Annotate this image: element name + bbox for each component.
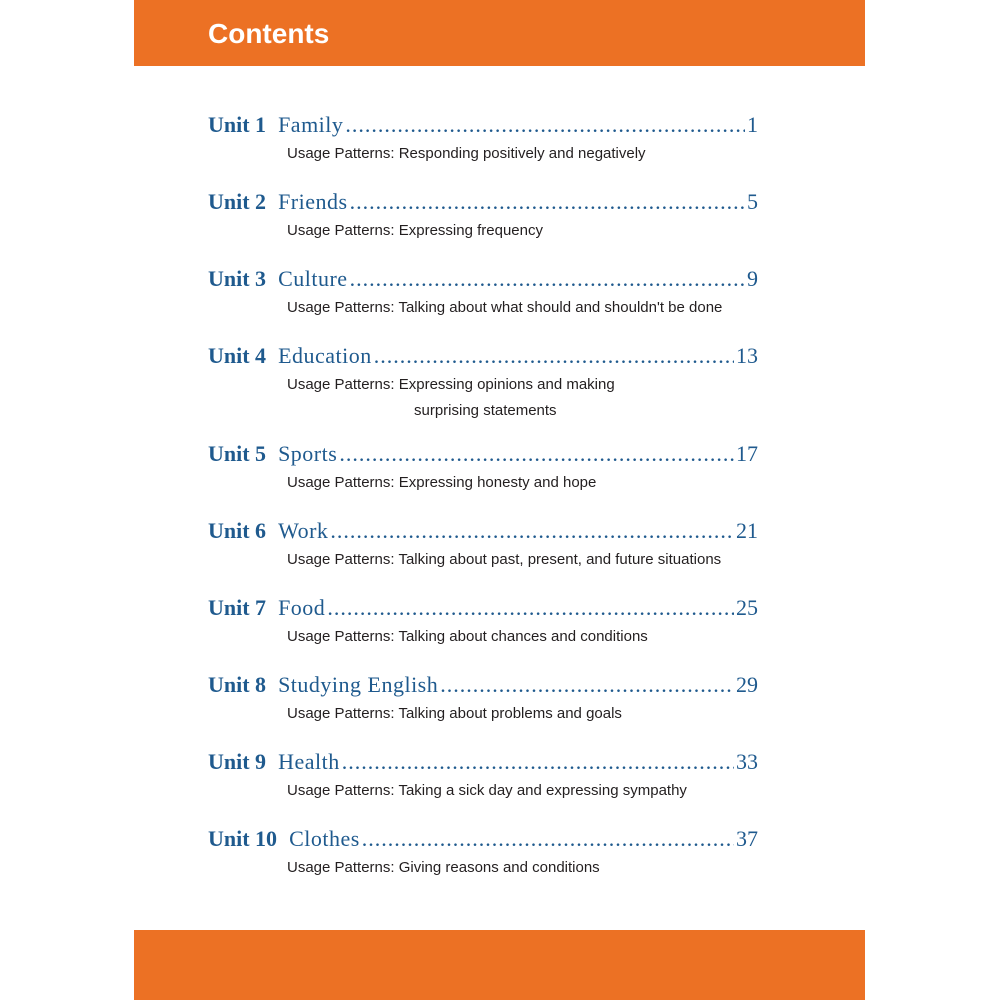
page-number: 17 (736, 441, 758, 466)
toc-entry-heading (208, 747, 758, 777)
toc-entry[interactable] (208, 516, 758, 572)
unit-number: Unit 4 (208, 343, 267, 368)
toc-entry[interactable] (208, 747, 758, 803)
page-number: 13 (736, 343, 758, 368)
dot-leader (362, 824, 734, 854)
usage-patterns: Usage Patterns: Taking a sick day and expressing sympathy (287, 782, 687, 799)
unit-number: Unit 9 (208, 749, 267, 774)
usage-patterns: Usage Patterns: Responding positively and negatively (287, 145, 646, 162)
usage-patterns: Usage Patterns: Expressing honesty and hope (287, 474, 597, 491)
toc-entry-heading (208, 187, 758, 217)
toc-entry-heading (208, 593, 758, 623)
unit-title: Health (278, 749, 340, 774)
unit-title: Work (278, 518, 329, 543)
unit-title: Friends (278, 189, 348, 214)
dot-leader (374, 341, 734, 371)
header-band (134, 0, 865, 66)
page-number: 5 (747, 189, 758, 214)
usage-patterns: Usage Patterns: Talking about past, present, and future situations (287, 551, 722, 568)
unit-title: Studying English (278, 672, 439, 697)
toc-entry-heading (208, 439, 758, 469)
unit-title: Clothes (289, 826, 360, 851)
dot-leader (327, 593, 734, 623)
unit-number: Unit 10 (208, 826, 278, 851)
toc-entry[interactable] (208, 824, 758, 880)
toc-entry[interactable] (208, 110, 758, 166)
page-number: 1 (747, 112, 758, 137)
document-page (134, 0, 865, 1000)
toc-entry[interactable] (208, 593, 758, 649)
page-number: 21 (736, 518, 758, 543)
usage-patterns: Usage Patterns: Expressing frequency (287, 222, 543, 239)
footer-band (134, 930, 865, 1000)
dot-leader (350, 264, 745, 294)
unit-number: Unit 7 (208, 595, 267, 620)
dot-leader (350, 187, 745, 217)
toc-entry[interactable] (208, 670, 758, 726)
unit-number: Unit 1 (208, 112, 267, 137)
page-number: 33 (736, 749, 758, 774)
usage-patterns: Usage Patterns: Talking about what should and shouldn't be done (287, 299, 723, 316)
usage-patterns: Usage Patterns: Expressing opinions and making (287, 376, 615, 393)
unit-number: Unit 2 (208, 189, 267, 214)
dot-leader (345, 110, 745, 140)
page-number: 29 (736, 672, 758, 697)
unit-title: Food (278, 595, 326, 620)
toc-entry[interactable] (208, 187, 758, 243)
toc-entry[interactable] (208, 264, 758, 320)
toc-entry-heading (208, 110, 758, 140)
unit-number: Unit 5 (208, 441, 267, 466)
dot-leader (440, 670, 734, 700)
usage-patterns: Usage Patterns: Talking about chances and conditions (287, 628, 648, 645)
dot-leader (330, 516, 734, 546)
usage-patterns: Usage Patterns: Giving reasons and conditions (287, 859, 600, 876)
toc-entry[interactable] (208, 439, 758, 495)
usage-patterns: Usage Patterns: Talking about problems and goals (287, 705, 622, 722)
dot-leader (342, 747, 734, 777)
toc-entry-heading (208, 824, 758, 854)
unit-title: Education (278, 343, 372, 368)
page-title: Contents (208, 18, 330, 49)
toc-entry-heading (208, 341, 758, 371)
unit-title: Family (278, 112, 344, 137)
page-number: 9 (747, 266, 758, 291)
dot-leader (339, 439, 734, 469)
unit-number: Unit 3 (208, 266, 267, 291)
unit-title: Sports (278, 441, 338, 466)
unit-number: Unit 6 (208, 518, 267, 543)
toc-entry-heading (208, 670, 758, 700)
toc-entry-heading (208, 264, 758, 294)
page-number: 37 (736, 826, 758, 851)
unit-number: Unit 8 (208, 672, 267, 697)
toc-entry[interactable] (208, 341, 758, 423)
usage-patterns-continued: surprising statements (414, 402, 557, 419)
toc-entry-heading (208, 516, 758, 546)
page-number: 25 (736, 595, 758, 620)
unit-title: Culture (278, 266, 348, 291)
